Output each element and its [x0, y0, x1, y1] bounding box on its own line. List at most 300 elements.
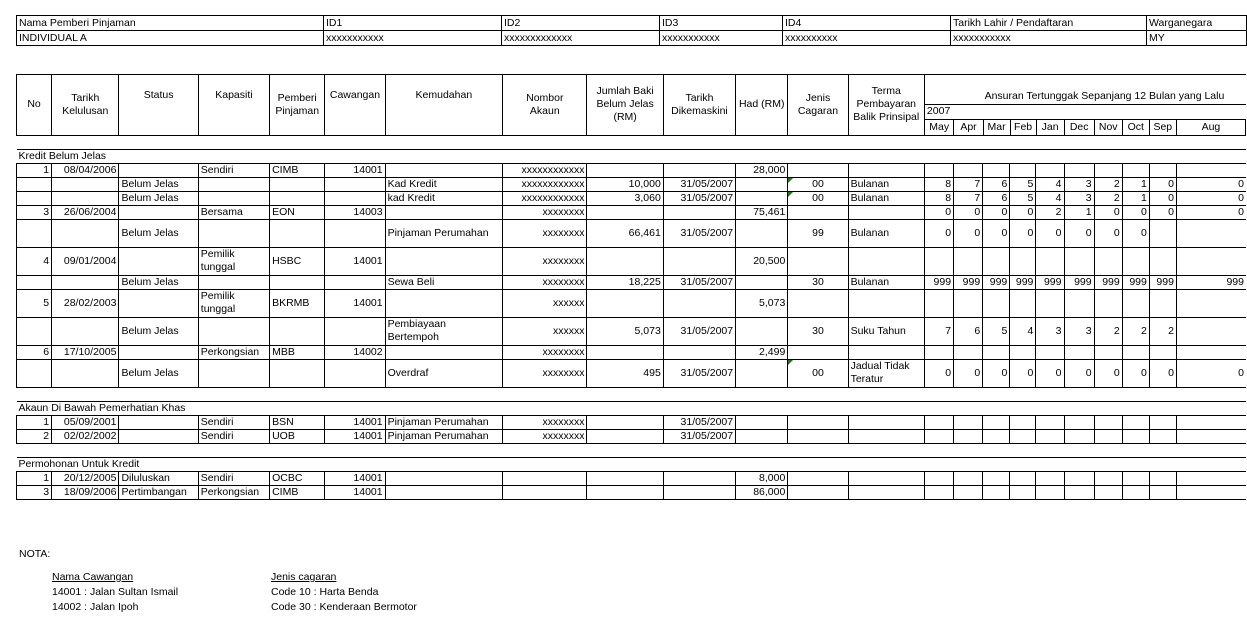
cell-terma [848, 485, 924, 499]
cell-akaun: xxxxxxxxxxxx [503, 191, 587, 205]
cell-month: 999 [1036, 275, 1064, 289]
col-cawangan: Cawangan [325, 74, 385, 135]
header-values-row [17, 31, 1247, 46]
cell-month: 4 [1010, 317, 1036, 345]
nota-cawangan-title: Nama Cawangan [52, 571, 134, 583]
cell-akaun: xxxxxxxx [503, 247, 587, 275]
cell-month [1064, 345, 1094, 359]
cell-cagaran [788, 247, 848, 275]
cell-month: 6 [954, 317, 983, 345]
month-header: Feb [1010, 120, 1036, 135]
cell-akaun: xxxxxxxx [503, 345, 587, 359]
cell-dikemaskini [663, 247, 735, 275]
nota-cawangan-item: 14001 : Jalan Sultan Ismail [52, 586, 179, 598]
cell-cagaran: 30 [788, 317, 848, 345]
cell-month: 0 [954, 219, 983, 247]
cell-status: Belum Jelas [119, 219, 198, 247]
cell-month: 999 [1122, 275, 1149, 289]
cell-pemberi [270, 177, 325, 191]
cell-terma [848, 163, 924, 177]
cell-had [736, 359, 788, 387]
cell-month: 0 [1122, 359, 1149, 387]
cell-month: 0 [983, 219, 1010, 247]
cell-tarikh-kelulusan [52, 359, 119, 387]
header-label: Warganegara [1147, 16, 1247, 31]
cell-month: 0 [1149, 205, 1176, 219]
cell-month: 0 [1176, 205, 1246, 219]
cell-kapasiti: Bersama [198, 205, 269, 219]
cell-cagaran: 00 [788, 359, 848, 387]
cell-month: 7 [924, 317, 953, 345]
cell-month: 2 [1094, 177, 1122, 191]
cell-month: 2 [1094, 317, 1122, 345]
cell-dikemaskini: 31/05/2007 [663, 415, 735, 429]
header-label: Tarikh Lahir / Pendaftaran [951, 16, 1147, 31]
cell-month [1094, 471, 1122, 485]
col-baki: Jumlah Baki Belum Jelas (RM) [587, 74, 663, 135]
cell-tarikh-kelulusan: 18/09/2006 [52, 485, 119, 499]
cell-tarikh-kelulusan: 05/09/2001 [52, 415, 119, 429]
cell-kapasiti [198, 275, 269, 289]
cell-month [924, 247, 953, 275]
col-akaun: Nombor Akaun [503, 74, 587, 135]
col-ansuran-title: Ansuran Tertunggak Sepanjang 12 Bulan yang Lalu [984, 89, 1225, 102]
cell-month: 0 [954, 205, 983, 219]
cell-month [954, 163, 983, 177]
months-subtable [925, 105, 1246, 135]
cell-month: 0 [1036, 219, 1064, 247]
cell-status [119, 289, 198, 317]
col-kemudahan: Kemudahan [385, 74, 503, 135]
table-row [17, 191, 1247, 205]
cell-pemberi: CIMB [270, 485, 325, 499]
col-dikemaskini: Tarikh Dikemaskini [663, 74, 735, 135]
cell-month: 999 [1176, 275, 1246, 289]
cell-month: 0 [924, 205, 953, 219]
header-labels-row [17, 16, 1247, 31]
cell-akaun: xxxxxxxxxxxx [503, 163, 587, 177]
nota-cagaran-title: Jenis cagaran [271, 571, 337, 583]
col-pemberi: Pemberi Pinjaman [270, 74, 325, 135]
cell-cawangan [325, 359, 385, 387]
nota-cagaran [271, 570, 417, 615]
cell-pemberi: BSN [270, 415, 325, 429]
cell-terma: Bulanan [848, 177, 924, 191]
cell-pemberi: BKRMB [270, 289, 325, 317]
cell-dikemaskini: 31/05/2007 [663, 177, 735, 191]
header-label: ID4 [783, 16, 951, 31]
cell-month [1122, 485, 1149, 499]
cell-month [954, 429, 983, 443]
cell-kemudahan: Pinjaman Perumahan [385, 415, 503, 429]
cell-month [1010, 345, 1036, 359]
header-value: xxxxxxxxxxx [324, 31, 502, 46]
cell-akaun [503, 485, 587, 499]
cell-baki: 5,073 [587, 317, 663, 345]
cell-pemberi [270, 317, 325, 345]
cell-cagaran: 99 [788, 219, 848, 247]
cell-terma: Bulanan [848, 219, 924, 247]
cell-month [1064, 247, 1094, 275]
cell-kapasiti [198, 191, 269, 205]
table-row [17, 247, 1247, 275]
cell-cawangan: 14001 [325, 415, 385, 429]
nota-cawangan-item: 14002 : Jalan Ipoh [52, 601, 139, 613]
cell-month: 3 [1036, 317, 1064, 345]
cell-no: 1 [17, 415, 52, 429]
cell-dikemaskini [663, 163, 735, 177]
cell-month [1176, 471, 1246, 485]
cell-terma: Bulanan [848, 191, 924, 205]
cell-month: 6 [983, 177, 1010, 191]
cell-pemberi [270, 275, 325, 289]
cell-cawangan [325, 219, 385, 247]
cell-no [17, 317, 52, 345]
cell-had: 8,000 [736, 471, 788, 485]
section-gap [17, 387, 1247, 401]
cell-month [1176, 429, 1246, 443]
cell-month: 0 [1010, 205, 1036, 219]
table-row [17, 317, 1247, 345]
cell-baki: 66,461 [587, 219, 663, 247]
cell-cawangan: 14003 [325, 205, 385, 219]
table-row [17, 359, 1247, 387]
header-value: MY [1147, 31, 1247, 46]
cell-kapasiti: Perkongsian [198, 485, 269, 499]
cell-pemberi [270, 359, 325, 387]
cell-tarikh-kelulusan: 20/12/2005 [52, 471, 119, 485]
cell-month: 999 [954, 275, 983, 289]
cell-month [1176, 317, 1246, 345]
cell-month [1010, 429, 1036, 443]
cell-terma [848, 415, 924, 429]
cell-no: 6 [17, 345, 52, 359]
cell-month [1010, 163, 1036, 177]
cell-no: 2 [17, 429, 52, 443]
cell-month: 0 [1010, 359, 1036, 387]
cell-month [1010, 289, 1036, 317]
cell-month [1094, 247, 1122, 275]
cell-month: 0 [1064, 219, 1094, 247]
credit-report-table [16, 48, 1246, 500]
cell-cawangan [325, 317, 385, 345]
cell-cawangan [325, 191, 385, 205]
cell-pemberi: CIMB [270, 163, 325, 177]
cell-month: 8 [924, 177, 953, 191]
cell-month [1036, 471, 1064, 485]
cell-month [1036, 415, 1064, 429]
cell-baki [587, 247, 663, 275]
col-cagaran: Jenis Cagaran [788, 74, 848, 135]
cell-month [924, 485, 953, 499]
cell-kapasiti [198, 317, 269, 345]
month-header: Jan [1036, 120, 1064, 135]
header-value: xxxxxxxxxx [783, 31, 951, 46]
cell-kemudahan: Pembiayaan Bertempoh [385, 317, 503, 345]
cell-month [1149, 485, 1176, 499]
cell-month: 5 [1010, 177, 1036, 191]
cell-month: 1 [1122, 177, 1149, 191]
cell-month [983, 429, 1010, 443]
cell-month: 999 [983, 275, 1010, 289]
cell-status: Belum Jelas [119, 275, 198, 289]
cell-kapasiti [198, 359, 269, 387]
cell-cagaran [788, 289, 848, 317]
cell-no: 3 [17, 205, 52, 219]
cell-baki: 18,225 [587, 275, 663, 289]
cell-cagaran [788, 485, 848, 499]
cell-had: 28,000 [736, 163, 788, 177]
cell-baki [587, 429, 663, 443]
cell-cagaran [788, 471, 848, 485]
cell-had [736, 219, 788, 247]
cell-no [17, 191, 52, 205]
cell-month: 0 [983, 359, 1010, 387]
cell-akaun: xxxxxxxx [503, 429, 587, 443]
header-table [16, 15, 1247, 46]
cell-had: 5,073 [736, 289, 788, 317]
cell-month: 0 [1176, 191, 1246, 205]
cell-month [1064, 415, 1094, 429]
cell-month [1064, 471, 1094, 485]
cell-month [1036, 429, 1064, 443]
cell-month: 2 [1122, 317, 1149, 345]
cell-month [1094, 415, 1122, 429]
cell-terma [848, 247, 924, 275]
cell-cagaran [788, 345, 848, 359]
cell-status: Belum Jelas [119, 359, 198, 387]
cell-no [17, 177, 52, 191]
cell-terma [848, 289, 924, 317]
month-header: Oct [1122, 120, 1149, 135]
table-row [17, 485, 1247, 499]
cell-no: 3 [17, 485, 52, 499]
cell-tarikh-kelulusan [52, 177, 119, 191]
cell-month [1149, 429, 1176, 443]
table-row [17, 205, 1247, 219]
cell-akaun: xxxxxxxx [503, 219, 587, 247]
cell-no [17, 219, 52, 247]
cell-cawangan: 14001 [325, 429, 385, 443]
cell-month [983, 415, 1010, 429]
cell-month: 0 [954, 359, 983, 387]
cell-status: Belum Jelas [119, 177, 198, 191]
cell-akaun: xxxxxx [503, 289, 587, 317]
cell-dikemaskini: 31/05/2007 [663, 429, 735, 443]
cell-month [1094, 345, 1122, 359]
cell-kemudahan [385, 205, 503, 219]
cell-no: 5 [17, 289, 52, 317]
cell-month [983, 289, 1010, 317]
cell-dikemaskini: 31/05/2007 [663, 219, 735, 247]
cell-month: 999 [1094, 275, 1122, 289]
cell-status: Belum Jelas [119, 317, 198, 345]
cell-month [1176, 415, 1246, 429]
cell-pemberi: EON [270, 205, 325, 219]
cell-status [119, 247, 198, 275]
cell-month [1176, 345, 1246, 359]
cell-terma: Suku Tahun [848, 317, 924, 345]
cell-month [1036, 247, 1064, 275]
cell-dikemaskini [663, 289, 735, 317]
cell-pemberi: OCBC [270, 471, 325, 485]
cell-kapasiti: Sendiri [198, 471, 269, 485]
cell-month [1010, 415, 1036, 429]
cell-month [1149, 471, 1176, 485]
cell-month: 0 [1149, 177, 1176, 191]
cell-month: 3 [1064, 317, 1094, 345]
cell-terma [848, 205, 924, 219]
cell-month [1010, 471, 1036, 485]
cell-month [924, 163, 953, 177]
table-row [17, 471, 1247, 485]
cell-cagaran [788, 163, 848, 177]
cell-month [1176, 289, 1246, 317]
cell-terma: Jadual Tidak Teratur [848, 359, 924, 387]
cell-pemberi: UOB [270, 429, 325, 443]
cell-month: 0 [1064, 359, 1094, 387]
cell-month: 0 [1094, 359, 1122, 387]
col-status: Status [119, 74, 198, 135]
cell-month: 999 [1010, 275, 1036, 289]
cell-month [1064, 289, 1094, 317]
cell-baki: 10,000 [587, 177, 663, 191]
cell-baki [587, 205, 663, 219]
cell-month [954, 485, 983, 499]
cell-had: 75,461 [736, 205, 788, 219]
cell-kapasiti: Sendiri [198, 429, 269, 443]
year-label: 2007 [925, 105, 1246, 120]
cell-cawangan: 14001 [325, 163, 385, 177]
cell-no: 1 [17, 163, 52, 177]
cell-kemudahan [385, 471, 503, 485]
cell-akaun: xxxxxxxx [503, 415, 587, 429]
table-row [17, 429, 1247, 443]
cell-month [954, 247, 983, 275]
cell-kemudahan: kad Kredit [385, 191, 503, 205]
header-value: INDIVIDUAL A [17, 31, 324, 46]
cell-month [1176, 247, 1246, 275]
cell-month [1064, 163, 1094, 177]
cell-kemudahan [385, 289, 503, 317]
cell-tarikh-kelulusan: 09/01/2004 [52, 247, 119, 275]
cell-kemudahan [385, 247, 503, 275]
cell-month [924, 471, 953, 485]
cell-akaun: xxxxxxxx [503, 205, 587, 219]
table-row [17, 345, 1247, 359]
cell-terma [848, 345, 924, 359]
cell-month [1122, 345, 1149, 359]
cell-dikemaskini [663, 471, 735, 485]
cell-status: Diluluskan [119, 471, 198, 485]
table-row [17, 415, 1247, 429]
cell-tarikh-kelulusan: 17/10/2005 [52, 345, 119, 359]
month-header: May [925, 120, 954, 135]
cell-dikemaskini [663, 485, 735, 499]
cell-kapasiti [198, 177, 269, 191]
section-header [17, 457, 1247, 471]
cell-kapasiti: Sendiri [198, 415, 269, 429]
cell-month: 4 [1036, 191, 1064, 205]
col-kapasiti: Kapasiti [198, 74, 269, 135]
cell-month [1094, 429, 1122, 443]
cell-month [954, 345, 983, 359]
cell-tarikh-kelulusan [52, 219, 119, 247]
cell-cagaran [788, 415, 848, 429]
cell-kemudahan: Overdraf [385, 359, 503, 387]
cell-dikemaskini: 31/05/2007 [663, 317, 735, 345]
cell-cawangan [325, 275, 385, 289]
cell-month: 0 [924, 359, 953, 387]
cell-baki [587, 289, 663, 317]
nota-cagaran-item: Code 10 : Harta Benda [271, 586, 379, 598]
header-value: xxxxxxxxxxxxx [502, 31, 660, 46]
table-row [17, 275, 1247, 289]
cell-status [119, 429, 198, 443]
cell-no: 4 [17, 247, 52, 275]
cell-tarikh-kelulusan: 02/02/2002 [52, 429, 119, 443]
nota-title: NOTA: [19, 548, 51, 560]
cell-month: 5 [1010, 191, 1036, 205]
cell-cawangan: 14001 [325, 289, 385, 317]
cell-month [1149, 247, 1176, 275]
cell-baki: 495 [587, 359, 663, 387]
cell-cagaran [788, 429, 848, 443]
cell-terma [848, 471, 924, 485]
cell-no [17, 275, 52, 289]
nota-cawangan [52, 570, 178, 615]
cell-cagaran: 00 [788, 177, 848, 191]
cell-kemudahan [385, 345, 503, 359]
cell-month [1122, 247, 1149, 275]
cell-dikemaskini: 31/05/2007 [663, 359, 735, 387]
cell-month [1149, 415, 1176, 429]
cell-no: 1 [17, 471, 52, 485]
cell-month [1036, 163, 1064, 177]
cell-status [119, 345, 198, 359]
header-value: xxxxxxxxxxx [660, 31, 783, 46]
cell-month [1149, 219, 1176, 247]
cell-kapasiti [198, 219, 269, 247]
cell-month: 7 [954, 177, 983, 191]
month-header: Dec [1064, 120, 1094, 135]
col-no: No [17, 74, 52, 135]
header-label: ID1 [324, 16, 502, 31]
cell-kapasiti: Pemilik tunggal [198, 289, 269, 317]
col-terma: Terma Pembayaran Balik Prinsipal [848, 74, 924, 135]
cell-had: 20,500 [736, 247, 788, 275]
header-label: ID2 [502, 16, 660, 31]
cell-akaun: xxxxxx [503, 317, 587, 345]
cell-kapasiti: Pemilik tunggal [198, 247, 269, 275]
cell-month: 0 [1094, 205, 1122, 219]
cell-kemudahan: Kad Kredit [385, 177, 503, 191]
nota-cagaran-item: Code 30 : Kenderaan Bermotor [271, 601, 417, 613]
cell-month [1122, 289, 1149, 317]
cell-dikemaskini: 31/05/2007 [663, 275, 735, 289]
cell-month [954, 471, 983, 485]
cell-month [1094, 163, 1122, 177]
header-label: ID3 [660, 16, 783, 31]
cell-month [983, 247, 1010, 275]
cell-status [119, 205, 198, 219]
cell-month: 999 [1064, 275, 1094, 289]
cell-terma [848, 429, 924, 443]
cell-month: 2 [1036, 205, 1064, 219]
cell-month [1036, 485, 1064, 499]
cell-cawangan: 14002 [325, 345, 385, 359]
cell-had [736, 191, 788, 205]
